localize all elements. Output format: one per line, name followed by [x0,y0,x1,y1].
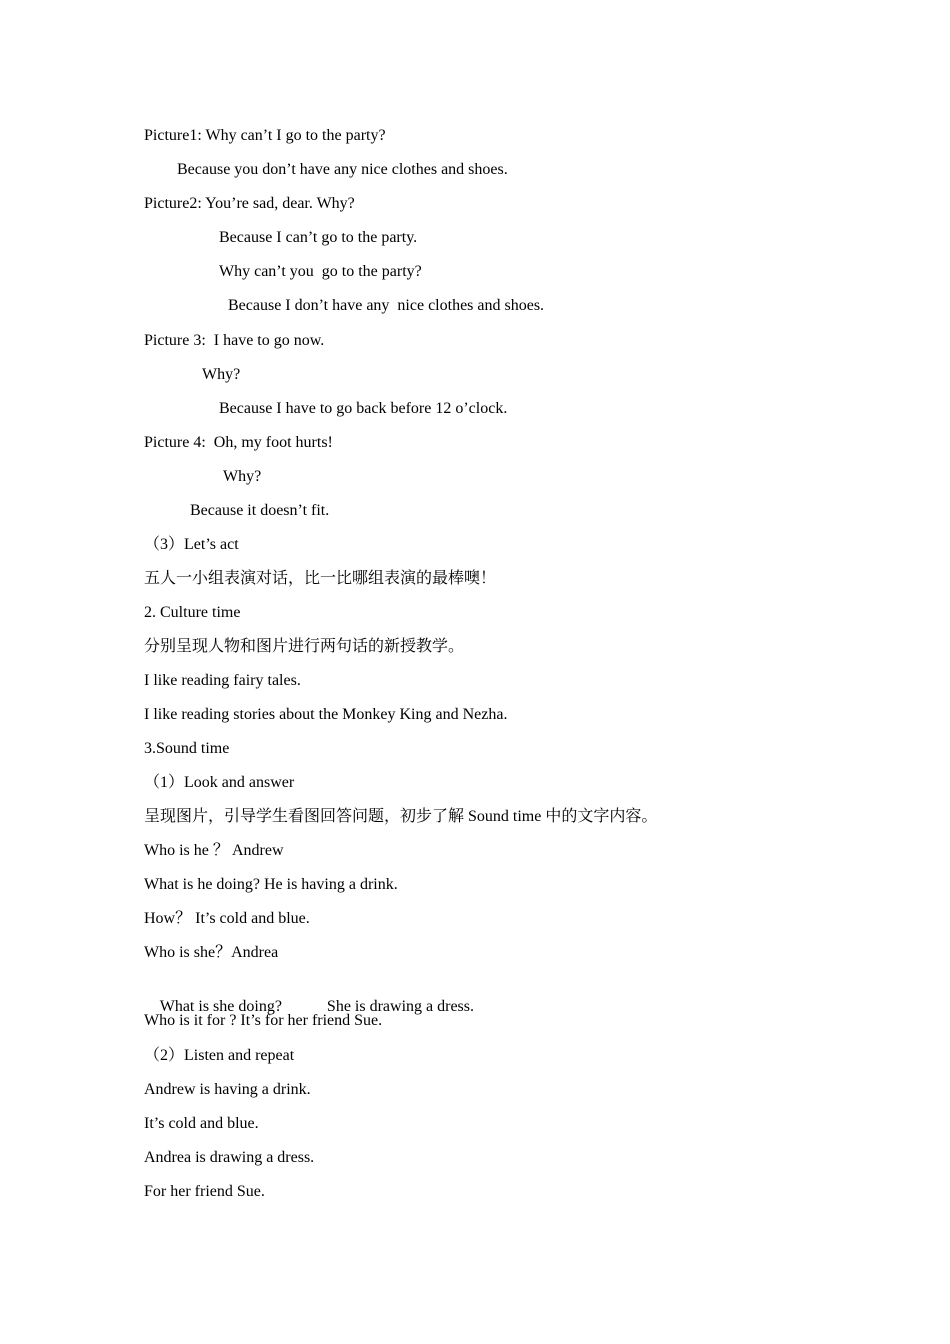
repeat-line: It’s cold and blue. [144,1115,259,1132]
picture3-line-3: Because I have to go back before 12 o’clock. [219,400,508,417]
picture4-line-3: Because it doesn’t fit. [190,502,330,519]
picture1-question: Picture1: Why can’t I go to the party? [144,127,386,144]
sound-time-heading: 3.Sound time [144,740,230,757]
picture2-line-4: Because I don’t have any nice clothes and shoes. [228,297,545,314]
repeat-line: Andrea is drawing a dress. [144,1149,315,1166]
look-and-answer-instruction: 呈现图片，引导学生看图回答问题，初步了解 Sound time 中的文字内容。 [144,808,658,825]
culture-sentence-2: I like reading stories about the Monkey King and Nezha. [144,706,508,723]
picture2-line-1: Picture2: You’re sad, dear. Why? [144,195,355,212]
culture-sentence-1: I like reading fairy tales. [144,672,301,689]
picture4-line-1: Picture 4: Oh, my foot hurts! [144,434,333,451]
qa-line: Who is it for ? It’s for her friend Sue. [144,1012,383,1029]
repeat-line: For her friend Sue. [144,1183,265,1200]
listen-repeat-heading: （2）Listen and repeat [144,1047,295,1064]
picture2-line-3: Why can’t you go to the party? [219,263,422,280]
picture1-answer: Because you don’t have any nice clothes and shoes. [177,161,508,178]
look-and-answer-heading: （1）Look and answer [144,774,295,791]
lets-act-heading: （3）Let’s act [144,536,239,553]
picture3-line-2: Why? [202,366,241,383]
qa-line: Who is he ？ Andrew [144,842,284,859]
repeat-line: Andrew is having a drink. [144,1081,311,1098]
culture-time-instruction: 分别呈现人物和图片进行两句话的新授教学。 [144,638,465,655]
culture-time-heading: 2. Culture time [144,604,241,621]
qa-answer: She is drawing a dress. [326,998,475,1015]
qa-line: Who is she？Andrea [144,944,279,961]
picture2-line-2: Because I can’t go to the party. [219,229,418,246]
qa-line: How？ It’s cold and blue. [144,910,310,927]
picture4-line-2: Why? [223,468,262,485]
picture3-line-1: Picture 3: I have to go now. [144,332,325,349]
lets-act-instruction: 五人一小组表演对话，比一比哪组表演的最棒噢！ [144,570,497,587]
qa-question: What is she doing? [159,998,282,1015]
qa-line: What is he doing? He is having a drink. [144,876,398,893]
